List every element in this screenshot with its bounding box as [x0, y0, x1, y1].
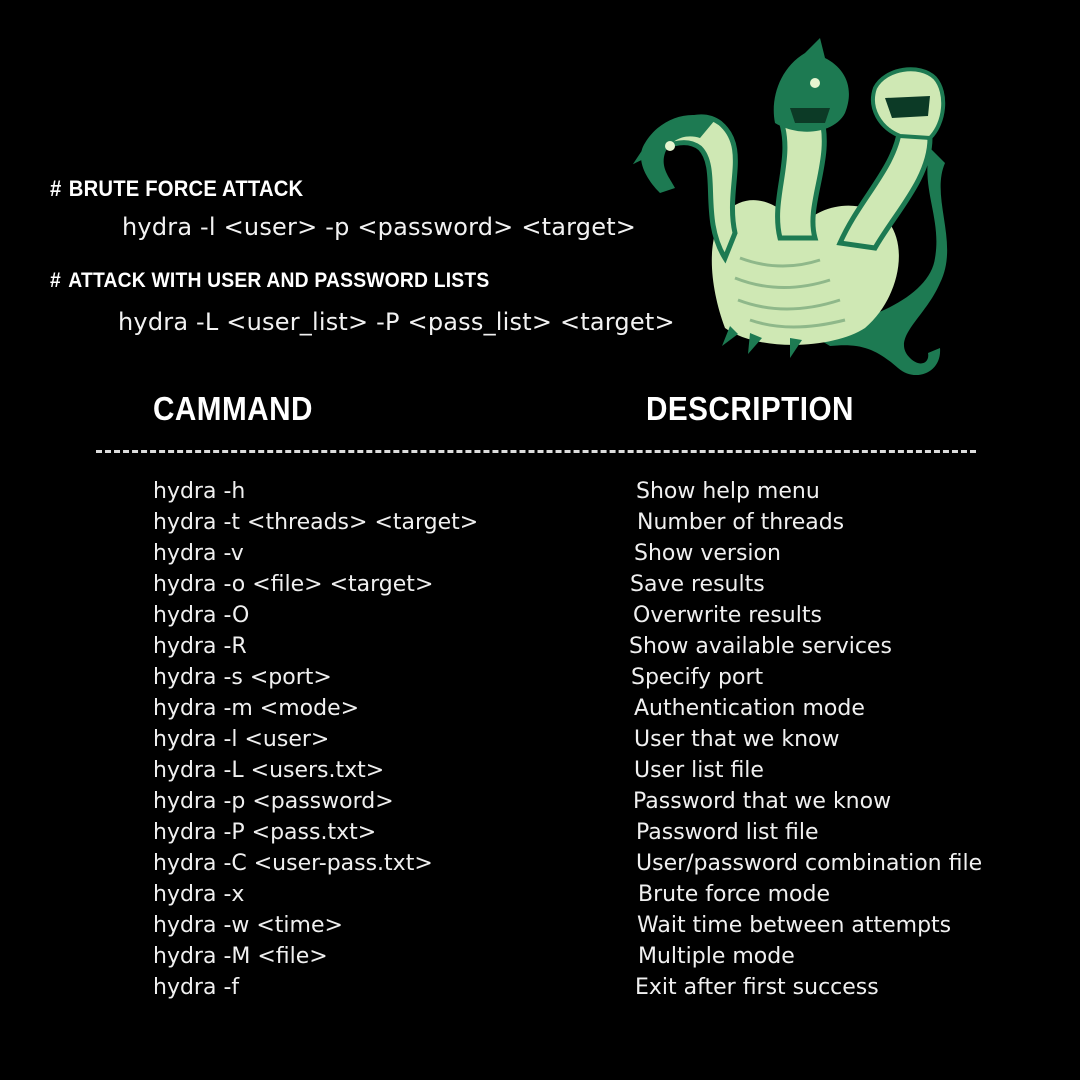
hydra-middle-eye — [810, 78, 820, 88]
command-cell: hydra -M <file> — [153, 944, 328, 969]
command-cell: hydra -t <threads> <target> — [153, 510, 479, 535]
command-cell: hydra -f — [153, 975, 240, 1000]
table-row — [0, 479, 1080, 510]
command-cell: hydra -P <pass.txt> — [153, 820, 377, 845]
command-cell: hydra -l <user> — [153, 727, 330, 752]
command-table — [0, 479, 1080, 1006]
hydra-right-neck — [840, 128, 930, 248]
hydra-dragon-icon — [630, 28, 970, 388]
command-cell: hydra -x — [153, 882, 245, 907]
table-row — [0, 510, 1080, 541]
command-cell: hydra -v — [153, 541, 244, 566]
command-cell: hydra -O — [153, 603, 250, 628]
brute-force-command: hydra -l <user> -p <password> <target> — [122, 213, 637, 241]
table-row — [0, 820, 1080, 851]
description-cell: Wait time between attempts — [637, 913, 952, 938]
section-heading-lists — [50, 269, 489, 293]
table-row — [0, 634, 1080, 665]
command-cell: hydra -R — [153, 634, 247, 659]
hydra-left-eye — [665, 141, 675, 151]
hydra-right-mouth — [885, 96, 930, 118]
table-row — [0, 696, 1080, 727]
table-row — [0, 913, 1080, 944]
command-cell: hydra -h — [153, 479, 246, 504]
description-cell: Save results — [630, 572, 765, 597]
dashed-divider — [96, 450, 976, 453]
description-cell: Password that we know — [633, 789, 892, 814]
table-row — [0, 975, 1080, 1006]
command-cell: hydra -m <mode> — [153, 696, 360, 721]
hash-symbol: # — [50, 176, 62, 201]
table-row — [0, 541, 1080, 572]
table-row — [0, 665, 1080, 696]
description-cell: Show help menu — [636, 479, 820, 504]
description-cell: User that we know — [634, 727, 840, 752]
description-cell: Overwrite results — [633, 603, 822, 628]
table-row — [0, 727, 1080, 758]
hydra-middle-mouth — [790, 108, 830, 123]
description-cell: Show available services — [629, 634, 892, 659]
column-header-command: CAMMAND — [153, 390, 313, 427]
section-heading-brute-force — [50, 176, 303, 202]
description-cell: User/password combination file — [636, 851, 983, 876]
section-heading-text: ATTACK WITH USER AND PASSWORD LISTS — [68, 269, 490, 292]
table-row — [0, 851, 1080, 882]
description-cell: Multiple mode — [638, 944, 795, 969]
column-header-description: DESCRIPTION — [646, 390, 854, 427]
table-row — [0, 789, 1080, 820]
command-cell: hydra -L <users.txt> — [153, 758, 385, 783]
lists-attack-command: hydra -L <user_list> -P <pass_list> <target> — [118, 308, 675, 336]
table-row — [0, 882, 1080, 913]
section-heading-text: BRUTE FORCE ATTACK — [68, 176, 304, 201]
description-cell: Number of threads — [637, 510, 845, 535]
table-row — [0, 944, 1080, 975]
description-cell: User list file — [634, 758, 764, 783]
command-cell: hydra -w <time> — [153, 913, 343, 938]
description-cell: Brute force mode — [638, 882, 831, 907]
command-cell: hydra -o <file> <target> — [153, 572, 434, 597]
description-cell: Show version — [634, 541, 781, 566]
table-row — [0, 603, 1080, 634]
description-cell: Authentication mode — [634, 696, 865, 721]
command-cell: hydra -p <password> — [153, 789, 394, 814]
table-row — [0, 572, 1080, 603]
command-cell: hydra -C <user-pass.txt> — [153, 851, 433, 876]
command-cell: hydra -s <port> — [153, 665, 332, 690]
description-cell: Specify port — [631, 665, 764, 690]
hash-symbol: # — [50, 269, 61, 292]
description-cell: Exit after first success — [635, 975, 879, 1000]
description-cell: Password list file — [636, 820, 819, 845]
table-row — [0, 758, 1080, 789]
